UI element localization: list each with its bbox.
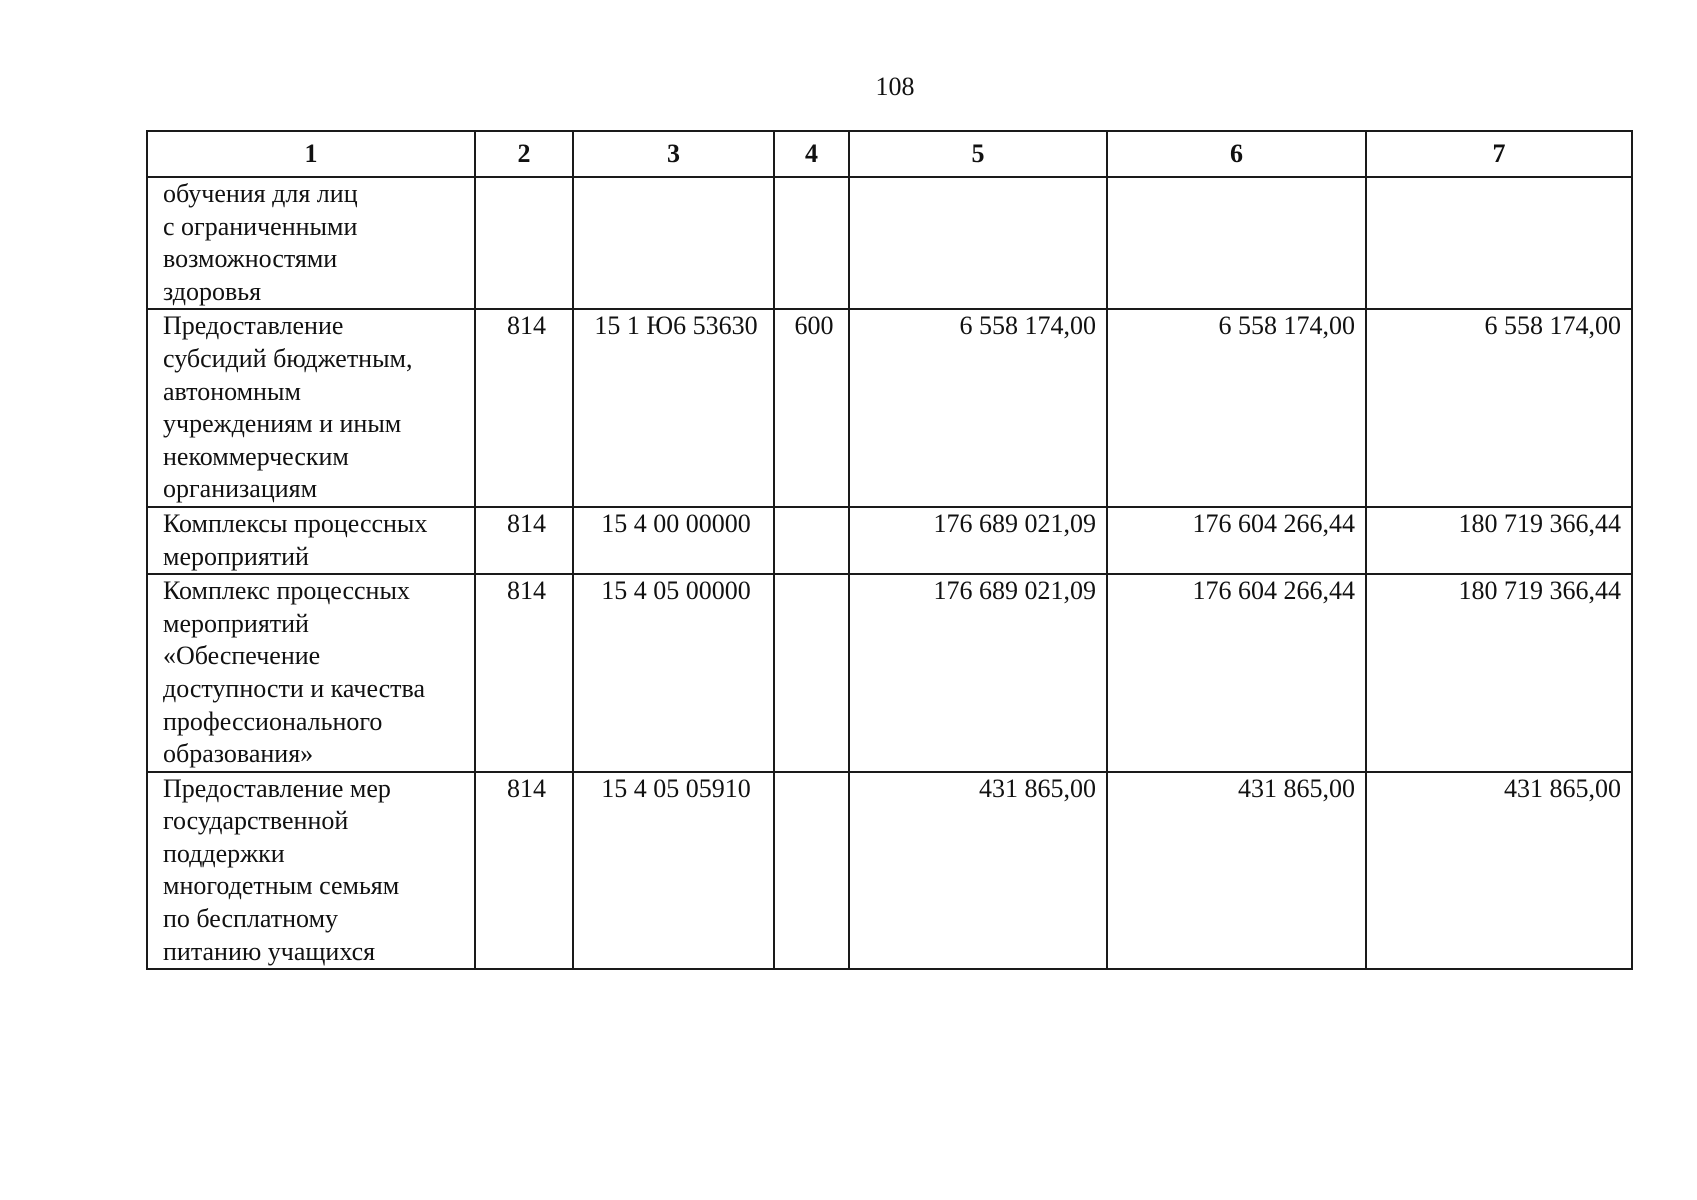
cell-code-4: [774, 574, 849, 772]
table-header: [147, 131, 1632, 177]
cell-code-2: 814: [475, 309, 573, 507]
column-header-2: 2: [475, 131, 573, 177]
cell-value-6: 431 865,00: [1107, 772, 1366, 970]
table-row: [147, 177, 1632, 309]
column-header-6: 6: [1107, 131, 1366, 177]
cell-code-4: [774, 507, 849, 574]
table-body: [147, 177, 1632, 969]
row-name: Предоставление субсидий бюджетным, автономным учреждениям и иным некоммерческим организациям: [147, 309, 475, 507]
column-header-7: 7: [1366, 131, 1632, 177]
cell-value-7: 431 865,00: [1366, 772, 1632, 970]
cell-code-3: 15 4 05 00000: [573, 574, 774, 772]
cell-code-2: 814: [475, 574, 573, 772]
page-number: 108: [875, 72, 915, 101]
cell-value-5: 431 865,00: [849, 772, 1107, 970]
table-row: [147, 507, 1632, 574]
cell-value-6: [1107, 177, 1366, 309]
cell-code-4: [774, 177, 849, 309]
cell-value-5: 176 689 021,09: [849, 574, 1107, 772]
row-name: Комплексы процессных мероприятий: [147, 507, 475, 574]
row-name: обучения для лиц с ограниченными возможностями здоровья: [147, 177, 475, 309]
cell-value-6: 6 558 174,00: [1107, 309, 1366, 507]
column-header-5: 5: [849, 131, 1107, 177]
cell-code-3: 15 4 00 00000: [573, 507, 774, 574]
cell-value-7: [1366, 177, 1632, 309]
cell-code-2: [475, 177, 573, 309]
column-header-4: 4: [774, 131, 849, 177]
cell-value-5: [849, 177, 1107, 309]
cell-code-2: 814: [475, 507, 573, 574]
cell-value-5: 176 689 021,09: [849, 507, 1107, 574]
column-header-3: 3: [573, 131, 774, 177]
column-header-1: 1: [147, 131, 475, 177]
cell-code-3: 15 4 05 05910: [573, 772, 774, 970]
budget-table: [146, 130, 1633, 970]
cell-value-7: 180 719 366,44: [1366, 507, 1632, 574]
row-name: Комплекс процессных мероприятий «Обеспечение доступности и качества профессионального образования»: [147, 574, 475, 772]
table-row: [147, 772, 1632, 970]
cell-value-6: 176 604 266,44: [1107, 574, 1366, 772]
cell-value-7: 180 719 366,44: [1366, 574, 1632, 772]
cell-code-3: [573, 177, 774, 309]
cell-value-7: 6 558 174,00: [1366, 309, 1632, 507]
row-name: Предоставление мер государственной поддержки многодетным семьям по бесплатному питанию учащихся: [147, 772, 475, 970]
cell-value-5: 6 558 174,00: [849, 309, 1107, 507]
cell-code-4: [774, 772, 849, 970]
cell-code-3: 15 1 Ю6 53630: [573, 309, 774, 507]
header-row: [147, 131, 1632, 177]
cell-code-2: 814: [475, 772, 573, 970]
cell-code-4: 600: [774, 309, 849, 507]
cell-value-6: 176 604 266,44: [1107, 507, 1366, 574]
table-row: [147, 309, 1632, 507]
table-row: [147, 574, 1632, 772]
